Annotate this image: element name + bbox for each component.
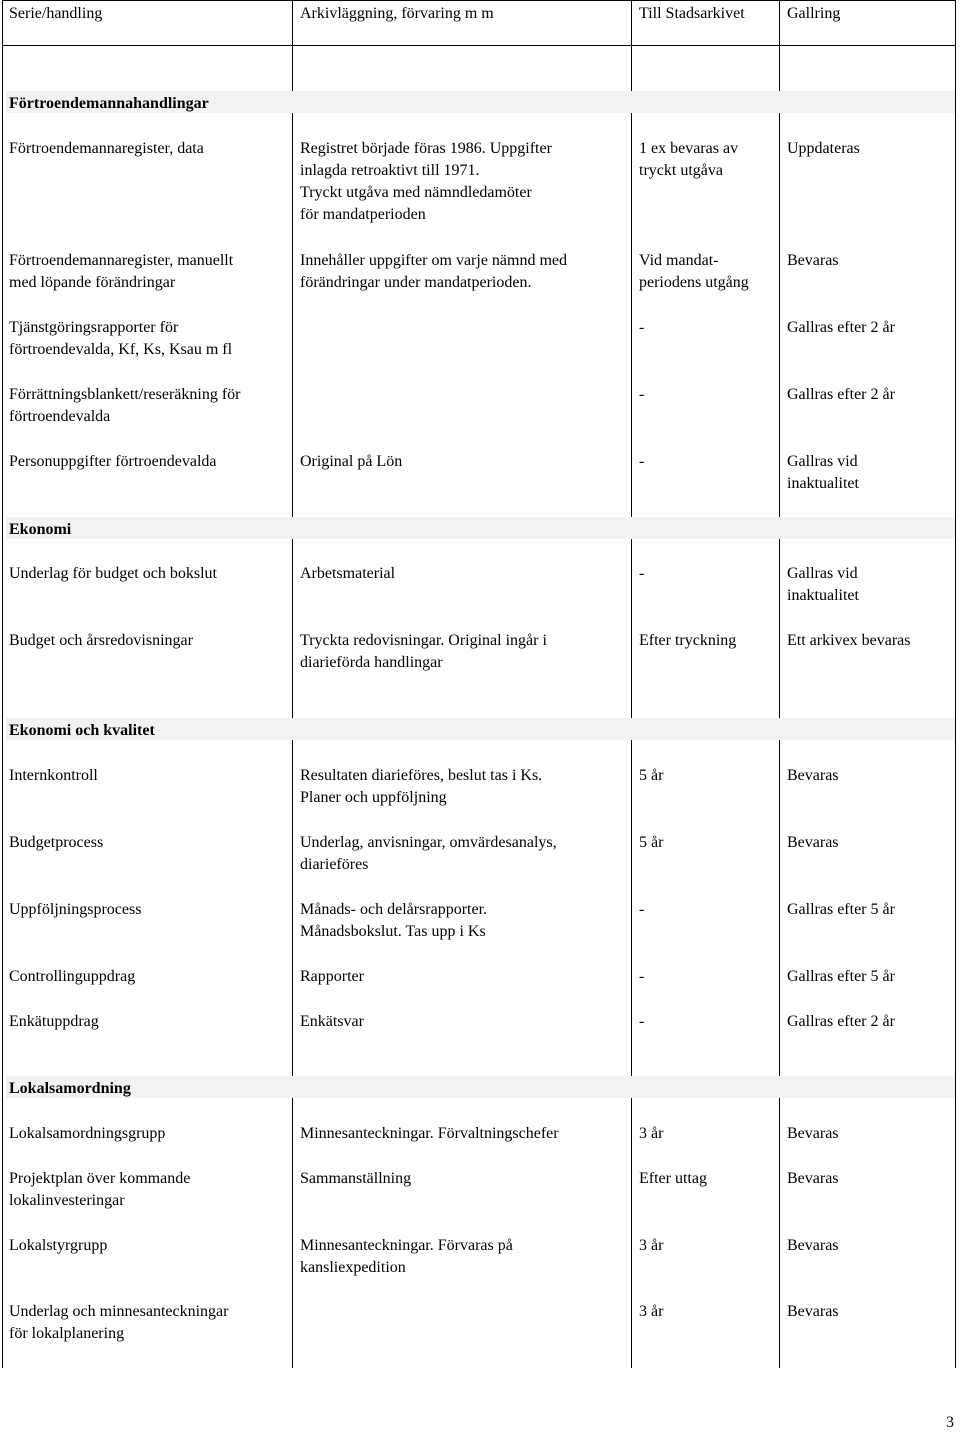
row-serie: Enkätuppdrag — [9, 1013, 99, 1030]
row-arkiv: Original på Lön — [300, 453, 403, 470]
row-arkiv: Sammanställning — [300, 1170, 412, 1187]
section-title: Lokalsamordning — [9, 1080, 131, 1097]
row-arkiv: Innehåller uppgifter om varje nämnd med förändringar under mandatperioden. — [300, 252, 568, 291]
row-till: - — [639, 386, 645, 403]
row-gallring: Uppdateras — [787, 140, 860, 157]
row-arkiv: Månads- och delårsrapporter. Månadsbokslut. Tas upp i Ks — [300, 901, 488, 940]
row-arkiv: Arbetsmaterial — [300, 565, 396, 582]
row-gallring: Gallras efter 2 år — [787, 1013, 895, 1030]
row-till: - — [639, 453, 645, 470]
row-arkiv: Tryckta redovisningar. Original ingår i diarieförda handlingar — [300, 632, 547, 671]
row-serie: Lokalstyrgrupp — [9, 1237, 108, 1254]
section-title: Ekonomi — [9, 521, 72, 538]
row-serie: Förrättningsblankett/reseräkning för förtroendevalda — [9, 386, 241, 425]
row-till: - — [639, 565, 645, 582]
header-border-bottom — [2, 45, 956, 46]
row-gallring: Gallras efter 2 år — [787, 319, 895, 336]
row-serie: Förtroendemannaregister, data — [9, 140, 204, 157]
column-divider — [292, 0, 293, 1368]
row-gallring: Gallras efter 2 år — [787, 386, 895, 403]
row-arkiv: Minnesanteckningar. Förvaras på kansliexpedition — [300, 1237, 513, 1276]
row-gallring: Gallras vid inaktualitet — [787, 453, 859, 492]
row-till: - — [639, 1013, 645, 1030]
row-gallring: Gallras vid inaktualitet — [787, 565, 859, 604]
row-gallring: Gallras efter 5 år — [787, 901, 895, 918]
row-till: 5 år — [639, 834, 664, 851]
row-till: 3 år — [639, 1125, 664, 1142]
row-arkiv: Resultaten diarieföres, beslut tas i Ks. Planer och uppföljning — [300, 767, 543, 806]
row-arkiv: Underlag, anvisningar, omvärdesanalys, diarieföres — [300, 834, 557, 873]
row-arkiv: Rapporter — [300, 968, 364, 985]
row-gallring: Bevaras — [787, 834, 839, 851]
header-border-top — [2, 0, 956, 1]
header-arkiv: Arkivläggning, förvaring m m — [300, 5, 494, 22]
row-till: - — [639, 968, 645, 985]
header-till-stadsarkivet: Till Stadsarkivet — [639, 5, 745, 22]
row-serie: Uppföljningsprocess — [9, 901, 142, 918]
row-till: 5 år — [639, 767, 664, 784]
row-gallring: Ett arkivex bevaras — [787, 632, 911, 649]
row-serie: Underlag för budget och bokslut — [9, 565, 217, 582]
row-serie: Tjänstgöringsrapporter för förtroendevalda, Kf, Ks, Ksau m fl — [9, 319, 233, 358]
row-serie: Underlag och minnesanteckningar för lokalplanering — [9, 1303, 229, 1342]
row-gallring: Gallras efter 5 år — [787, 968, 895, 985]
row-gallring: Bevaras — [787, 1237, 839, 1254]
column-divider — [779, 0, 780, 1368]
row-gallring: Bevaras — [787, 1303, 839, 1320]
row-serie: Projektplan över kommande lokalinvesteringar — [9, 1170, 191, 1209]
row-serie: Internkontroll — [9, 767, 98, 784]
row-gallring: Bevaras — [787, 767, 839, 784]
row-serie: Lokalsamordningsgrupp — [9, 1125, 166, 1142]
row-till: - — [639, 319, 645, 336]
row-arkiv: Minnesanteckningar. Förvaltningschefer — [300, 1125, 559, 1142]
table-border-left — [2, 0, 3, 1368]
row-till: 3 år — [639, 1237, 664, 1254]
section-title: Förtroendemannahandlingar — [9, 95, 209, 112]
row-gallring: Bevaras — [787, 252, 839, 269]
row-till: - — [639, 901, 645, 918]
row-serie: Budget och årsredovisningar — [9, 632, 193, 649]
row-serie: Förtroendemannaregister, manuellt med löpande förändringar — [9, 252, 234, 291]
row-till: Efter uttag — [639, 1170, 707, 1187]
column-divider — [631, 0, 632, 1368]
row-serie: Personuppgifter förtroendevalda — [9, 453, 217, 470]
row-gallring: Bevaras — [787, 1170, 839, 1187]
section-band — [6, 1076, 955, 1098]
row-gallring: Bevaras — [787, 1125, 839, 1142]
header-serie: Serie/handling — [9, 5, 103, 22]
page-number: 3 — [946, 1414, 954, 1431]
section-band — [6, 517, 955, 539]
row-till: Efter tryckning — [639, 632, 737, 649]
row-arkiv: Registret började föras 1986. Uppgifter inlagda retroaktivt till 1971. Tryckt utgåva med nämndledamöter för mandatperioden — [300, 140, 552, 223]
section-title: Ekonomi och kvalitet — [9, 722, 155, 739]
row-till: Vid mandat- periodens utgång — [639, 252, 749, 291]
row-serie: Budgetprocess — [9, 834, 104, 851]
header-gallring: Gallring — [787, 5, 841, 22]
row-till: 3 år — [639, 1303, 664, 1320]
row-serie: Controllinguppdrag — [9, 968, 136, 985]
row-arkiv: Enkätsvar — [300, 1013, 364, 1030]
table-border-right — [955, 0, 956, 1368]
row-till: 1 ex bevaras av tryckt utgåva — [639, 140, 739, 179]
